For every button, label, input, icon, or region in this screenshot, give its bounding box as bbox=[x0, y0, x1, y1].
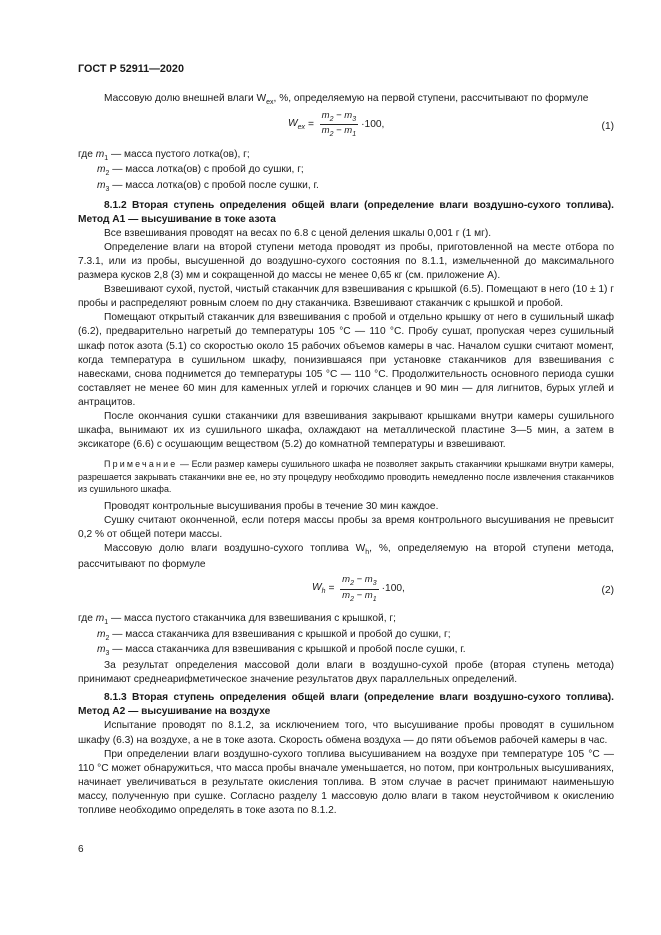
paragraph: Определение влаги на второй ступени метода проводят из пробы, приготовленной на месте отбора по 7.3.1, или из пробы, высушенной до воздушно-сухого состояния по 8.1.1, измельченной до максимального размера кусков 2,8 (3) мм и сокращенной до массы не менее 0,65 кг (см. приложение А). bbox=[78, 241, 614, 282]
formula-denominator: $m_2 - m_1$ bbox=[342, 589, 377, 603]
formula-lhs: $W_h$ bbox=[312, 582, 326, 596]
formula-numerator: $m_2 - m_3$ bbox=[340, 575, 378, 590]
paragraph: После окончания сушки стаканчики для взвешивания закрывают крышками внутри камеры сушильного шкафа, вынимают их из сушильного шкафа, охлаждают на металлической пластине 3—5 мин, а затем в эксикаторе (6.6) с осушающим веществом (5.2) до комнатной температуры и взвешивают. bbox=[78, 410, 614, 451]
formula-multiplier: ·100, bbox=[361, 118, 385, 130]
formula-lhs: $W_{ex}$ bbox=[288, 117, 306, 131]
paragraph: Все взвешивания проводят на весах по 6.8 с ценой деления шкалы 0,001 г (1 мг). bbox=[104, 227, 492, 239]
paragraph: Массовую долю внешней влаги $W_{ex}$, %, определяемую на первой ступени, рассчитывают по формуле bbox=[104, 93, 589, 107]
variable-list bbox=[78, 148, 614, 195]
note-text: — Если размер камеры сушильного шкафа не позволяет закрыть стаканчики крышками внутри камеры, разрешается закрывать стаканчики вне ее, но эту процедуру необходимо проводить немедленно после извлечения стаканчиков из сушильного шкафа. bbox=[78, 459, 614, 495]
paragraph: Проводят контрольные высушивания пробы в течение 30 мин каждое. bbox=[104, 501, 439, 513]
variable-definition: $m_2$ — масса стаканчика для взвешивания с крышкой и пробой до сушки, г; bbox=[97, 628, 451, 642]
document-body bbox=[78, 92, 614, 818]
variable-definition: где $m_1$ — масса пустого стаканчика для взвешивания с крышкой, г; bbox=[78, 613, 396, 627]
formula-fraction bbox=[340, 575, 378, 603]
formula-2 bbox=[78, 575, 614, 609]
document-header: ГОСТ Р 52911—2020 bbox=[78, 63, 184, 75]
paragraph: При определении влаги воздушно-сухого топлива высушиванием на воздухе при температуре 105 °С — 110 °С может обнаружиться, что масса пробы вначале уменьшается, но потом, при контрольных высушиваниях, начинает увеличиваться в результате окисления топлива. В этом случае в расчет принимают наименьшую массу, полученную при сушке. Согласно разделу 1 массовую долю влаги в таком неустойчивом к окислению топливе необходимо определять в токе азота по 8.1.2. bbox=[78, 748, 614, 816]
formula-1 bbox=[78, 111, 614, 145]
formula-denominator: $m_2 - m_1$ bbox=[321, 125, 357, 139]
formula-numerator: $m_2 - m_3$ bbox=[320, 111, 358, 126]
formula-fraction bbox=[320, 111, 358, 139]
section-heading-8-1-3: 8.1.3 Вторая ступень определения общей влаги (определение влаги воздушно-сухого топлива). Метод А2 — высушивание на воздухе bbox=[78, 692, 614, 718]
paragraph: Массовую долю влаги воздушно-сухого топлива $W_h$, %, определяемую на второй ступени метода, рассчитывают по формуле bbox=[78, 543, 614, 570]
paragraph: Испытание проводят по 8.1.2, за исключением того, что высушивание пробы проводят в сушильном шкафу (6.3) на воздухе, а не в токе азота. Скорость обмена воздуха — до пяти объемов рабочей камеры в час. bbox=[78, 720, 614, 746]
section-heading-8-1-2: 8.1.2 Вторая ступень определения общей влаги (определение влаги воздушно-сухого топлива). Метод А1 — высушивание в токе азота bbox=[78, 199, 614, 225]
variable-list bbox=[78, 612, 614, 659]
variable-definition: где $m_1$ — масса пустого лотка(ов), г; bbox=[78, 148, 250, 162]
page-number: 6 bbox=[78, 844, 84, 855]
formula-equals: = bbox=[305, 118, 317, 130]
paragraph: Взвешивают сухой, пустой, чистый стаканчик для взвешивания с крышкой (6.5). Помещают в него (10 ± 1) г пробы и распределяют ровным слоем по дну стаканчика. Взвешивают стаканчик с крышкой и пробой. bbox=[78, 284, 614, 310]
formula-multiplier: ·100, bbox=[381, 583, 405, 595]
variable-definition: $m_2$ — масса лотка(ов) с пробой до сушки, г; bbox=[97, 164, 304, 178]
formula-expression bbox=[288, 111, 384, 139]
formula-number: (1) bbox=[601, 120, 614, 132]
formula-number: (2) bbox=[601, 585, 614, 597]
paragraph: Помещают открытый стаканчик для взвешивания с пробой и отдельно крышку от него в сушильный шкаф (6.2), предварительно нагретый до температуры 105 °С — 110 °С. Пробу сушат, пропуская через сушильный шкаф поток азота (5.1) со скоростью около 15 рабочих объемов камеры в час. Началом сушки считают момент, когда температура в сушильном шкафу, понизившаяся при установке стаканчиков для взвешивания с навесками, снова поднимется до температуры 105 °С — 110 °С. Продолжительность основного периода сушки составляет не менее 60 мин для каменных углей и горючих сланцев и 90 мин — для лигнитов, бурых углей и антрацитов. bbox=[78, 312, 614, 408]
formula-equals: = bbox=[325, 583, 338, 595]
formula-expression bbox=[312, 575, 405, 603]
paragraph: Сушку считают оконченной, если потеря массы пробы за время контрольного высушивания не превысит 0,2 % от общей потери массы. bbox=[78, 515, 614, 541]
note-label: Примечание bbox=[104, 459, 178, 470]
paragraph: За результат определения массовой доли влаги в воздушно-сухой пробе (вторая ступень метода) принимают среднеарифметическое значение результатов двух параллельных определений. bbox=[78, 660, 614, 686]
variable-definition: $m_3$ — масса лотка(ов) с пробой после сушки, г. bbox=[97, 180, 319, 194]
variable-definition: $m_3$ — масса стаканчика для взвешивания с крышкой и пробой после сушки, г. bbox=[97, 644, 466, 658]
note bbox=[78, 458, 614, 496]
